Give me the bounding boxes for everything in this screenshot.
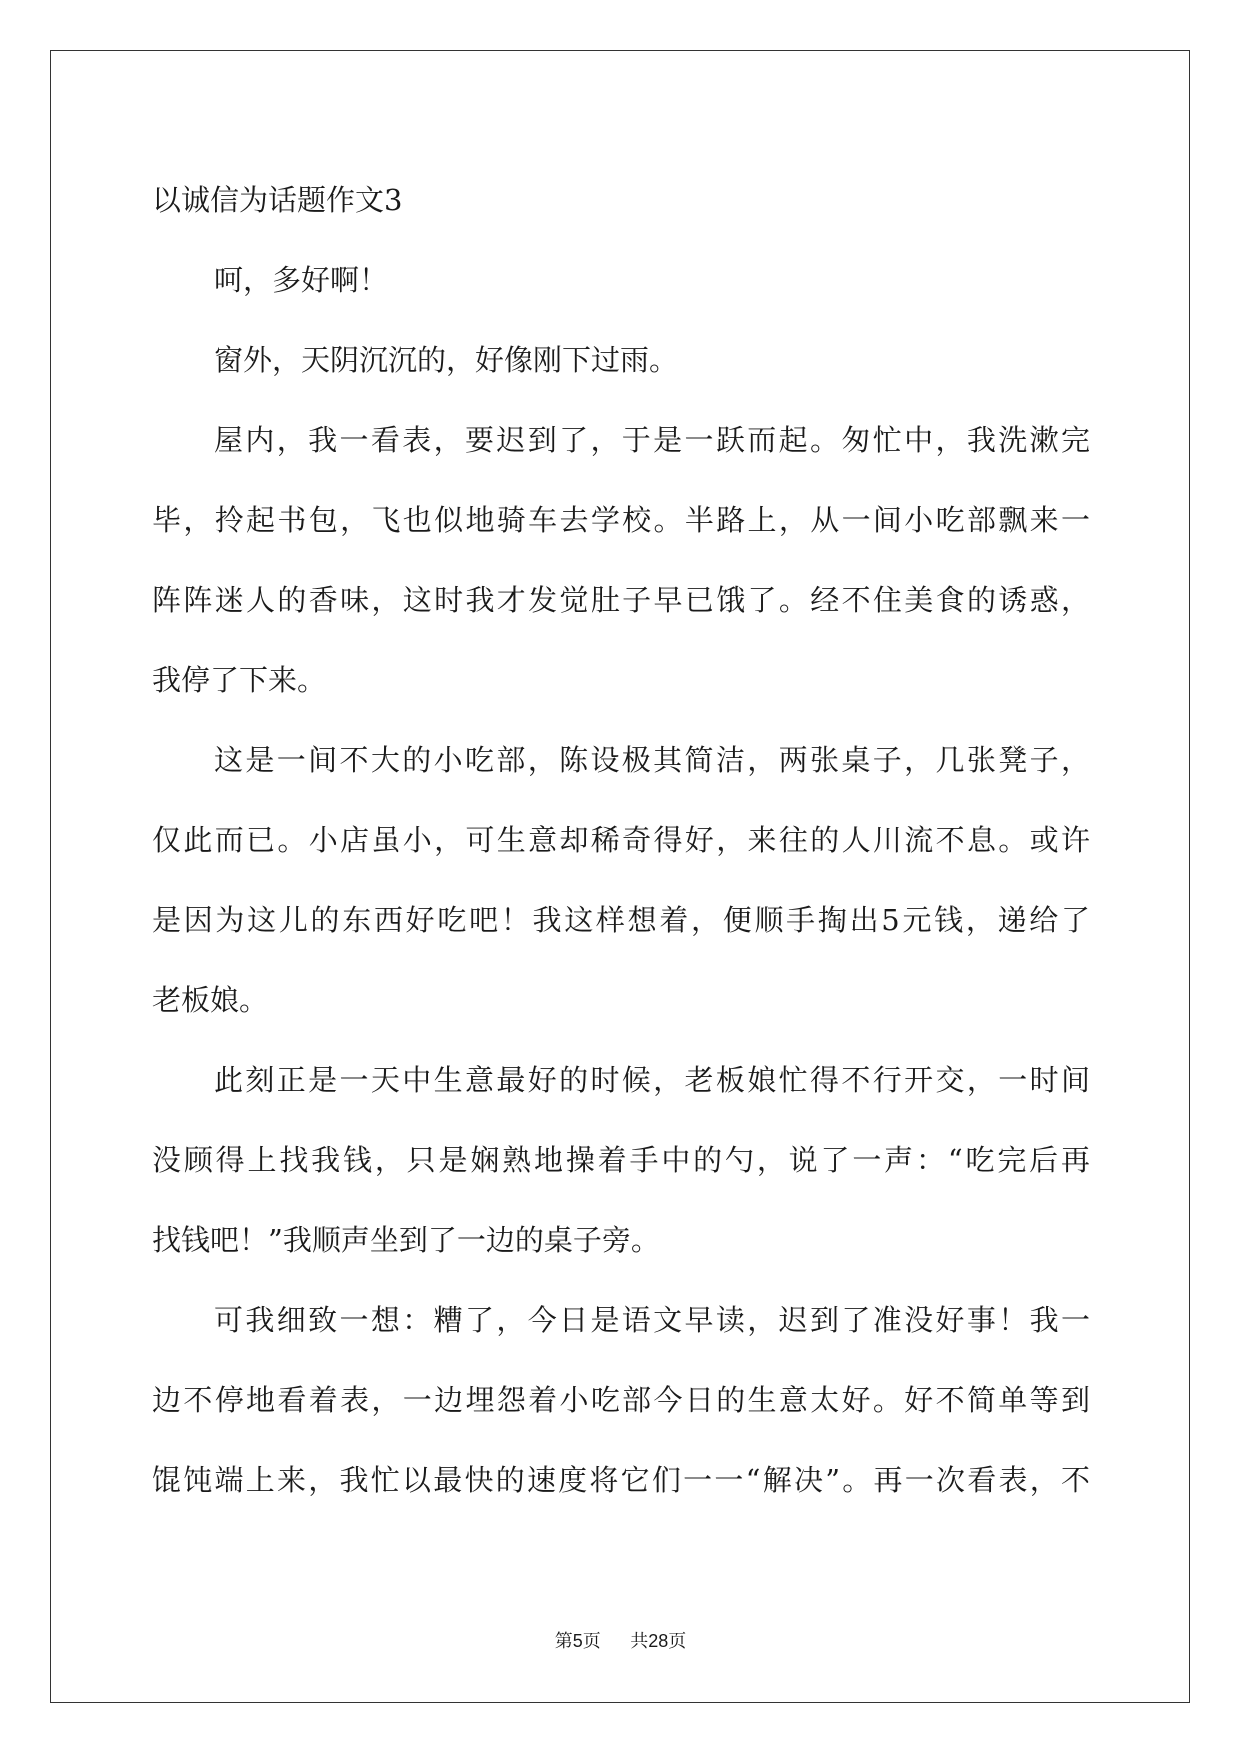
paragraph-line: 呵，多好啊！: [214, 263, 389, 297]
total-prefix: 共: [630, 1631, 649, 1652]
paragraph-line: 这是一间不大的小吃部，陈设极其简洁，两张桌子，几张凳子，: [214, 743, 1090, 777]
paragraph-line: 没顾得上找我钱，只是娴熟地操着手中的勺，说了一声：“吃完后再: [152, 1143, 1090, 1177]
paragraph-line: 边不停地看着表，一边埋怨着小吃部今日的生意太好。好不简单等到: [152, 1383, 1090, 1417]
paragraph-line: 我停了下来。: [152, 663, 327, 697]
page-prefix: 第: [554, 1631, 573, 1652]
page-suffix: 页: [582, 1631, 601, 1652]
total-pages: 28: [648, 1631, 669, 1651]
paragraph-line: 屋内，我一看表，要迟到了，于是一跃而起。匆忙中，我洗漱完: [214, 423, 1090, 457]
paragraph-line: 阵阵迷人的香味，这时我才发觉肚子早已饿了。经不住美食的诱惑，: [152, 583, 1090, 617]
page-number-label: [555, 1627, 601, 1653]
paragraph-5: [152, 1040, 1090, 1280]
paragraph-2: [152, 320, 1090, 400]
total-suffix: 页: [668, 1631, 687, 1652]
paragraph-6: [152, 1280, 1090, 1520]
paragraph-line: 馄饨端上来，我忙以最快的速度将它们一一“解决”。再一次看表，不: [152, 1463, 1090, 1497]
paragraph-1: [152, 240, 1090, 320]
document-title: 以诚信为话题作文3: [152, 183, 403, 217]
paragraph-line: 找钱吧！”我顺声坐到了一边的桌子旁。: [152, 1223, 660, 1257]
total-pages-label: [630, 1627, 686, 1653]
page-footer: [0, 1627, 1241, 1653]
paragraph-4: [152, 720, 1090, 1040]
paragraph-3: [152, 400, 1090, 720]
page-number: 5: [572, 1631, 583, 1651]
paragraph-line: 仅此而已。小店虽小，可生意却稀奇得好，来往的人川流不息。或许: [152, 823, 1090, 857]
paragraph-line: 可我细致一想：糟了，今日是语文早读，迟到了准没好事！我一: [214, 1303, 1090, 1337]
paragraph-line: 此刻正是一天中生意最好的时候，老板娘忙得不行开交，一时间: [214, 1063, 1090, 1097]
paragraph-line: 毕，拎起书包，飞也似地骑车去学校。半路上，从一间小吃部飘来一: [152, 503, 1090, 537]
document-body: [152, 160, 1090, 1520]
paragraph-line: 老板娘。: [152, 983, 269, 1017]
paragraph-line: 是因为这儿的东西好吃吧！我这样想着，便顺手掏出5元钱，递给了: [152, 903, 1090, 937]
paragraph-line: 窗外，天阴沉沉的，好像刚下过雨。: [214, 343, 679, 377]
